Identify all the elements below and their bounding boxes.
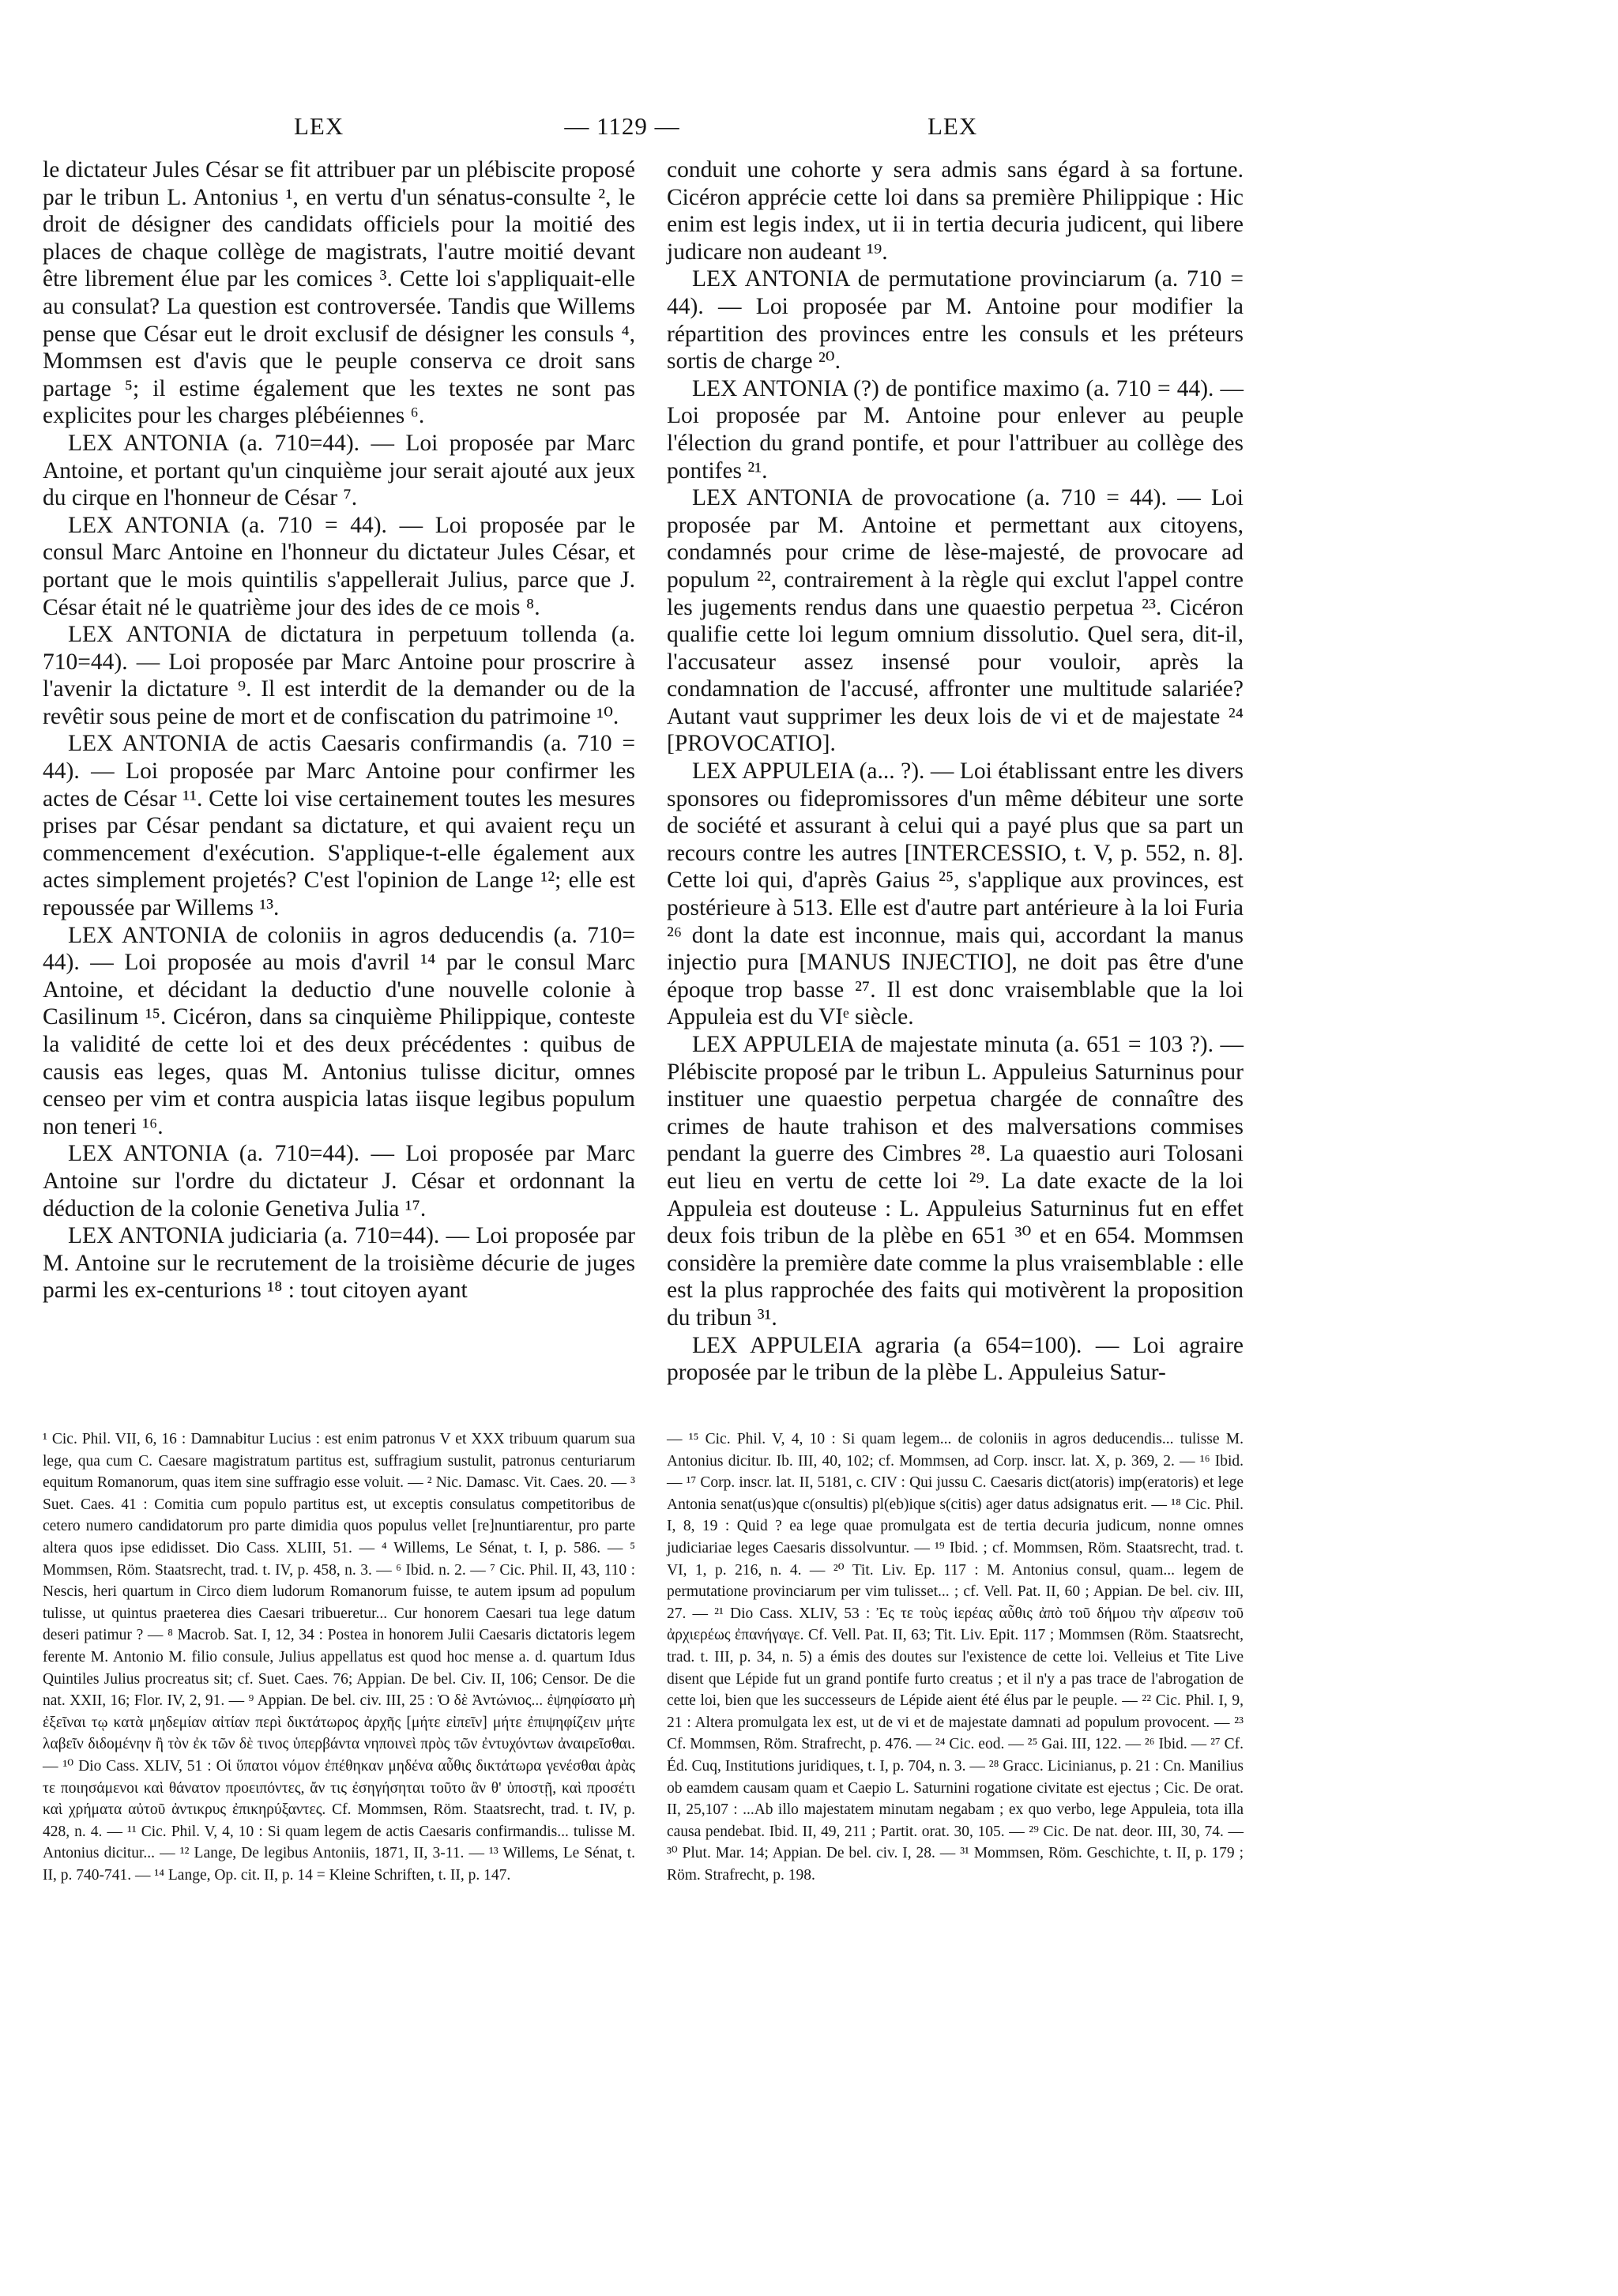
paragraph: le dictateur Jules César se fit attribuer par un plébiscite proposé par le tribun L. Antonius ¹, en vertu d'un sénatus-consulte ², le droit de désigner des candidats officiels pour la moitié des places de chaque collège de magistrats, l'autre moitié devant être librement élue par les comices ³. Cette loi s'appliquait-elle au consulat? La question est controversée. Tandis que Willems pense que César eut le droit exclusif de désigner les consuls ⁴, Mommsen est d'avis que le peuple conserva ce droit sans partage ⁵; il estime également que les textes ne sont pas explicites pour les charges plébéiennes ⁶. xyxy=(43,157,635,429)
entry-lex-antonia-provocatione: LEX ANTONIA de provocatione (a. 710 = 44). — Loi proposée par M. Antoine et permettant aux citoyens, condamnés pour crime de lèse-majesté, de provocare ad populum ²², contrairement à la règle qui exclut l'appel contre les jugements rendus dans une quaestio perpetua ²³. Cicéron qualifie cette loi legum omnium dissolutio. Quel sera, dit-il, l'accusateur assez insensé pour vouloir, après la condamnation de l'accusé, affronter une multitude salariée? Autant vaut supprimer les deux lois de vi et de majestate ²⁴ [PROVOCATIO]. xyxy=(667,485,1244,757)
entry-lex-antonia-julius: LEX ANTONIA (a. 710 = 44). — Loi proposée par le consul Marc Antoine en l'honneur du dictateur Jules César, et portant que le mois quintilis s'appellerait Julius, parce que J. César était né le quatrième jour des ides de ce mois ⁸. xyxy=(43,512,635,620)
running-head-left: LEX xyxy=(294,112,344,140)
paragraph-continued: conduit une cohorte y sera admis sans égard à sa fortune. Cicéron apprécie cette loi dans sa première Philippique : Hic enim est legis index, ut ii in tertia decuria judicent, qui libere judicare non audeant ¹⁹. xyxy=(667,157,1244,265)
entry-lex-appuleia: LEX APPULEIA (a... ?). — Loi établissant entre les divers sponsores ou fidepromissores d'un même débiteur une sorte de société et assurant à celui qui a payé plus que sa part un recours contre les autres [INTERCESSIO, t. V, p. 552, n. 8]. Cette loi qui, d'après Gaius ²⁵, s'applique aux provinces, est postérieure à 513. Elle est d'autre part antérieure à la loi Furia ²⁶ dont la date est inconnue, mais qui, accordant la manus injectio pura [MANUS INJECTIO], ne doit pas être d'une époque trop basse ²⁷. Il est donc vraisemblable que la loi Appuleia est du VIᵉ siècle. xyxy=(667,758,1244,1030)
entry-lex-antonia-pontifice: LEX ANTONIA (?) de pontifice maximo (a. 710 = 44). — Loi proposée par M. Antoine pour enlever au peuple l'élection du grand pontife, et pour l'attribuer au collège des pontifes ²¹. xyxy=(667,375,1244,484)
entry-lex-antonia-judiciaria: LEX ANTONIA judiciaria (a. 710=44). — Loi proposée par M. Antoine sur le recrutement de la troisième décurie de juges parmi les ex-centurions ¹⁸ : tout citoyen ayant xyxy=(43,1223,635,1304)
entry-lex-antonia-actis: LEX ANTONIA de actis Caesaris confirmandis (a. 710 = 44). — Loi proposée par Marc Antoine pour confirmer les actes de César ¹¹. Cette loi vise certainement toutes les mesures prises par César pendant sa dictature, et qui avaient reçu un commencement d'exécution. S'applique-t-elle également aux actes simplement projetés? C'est l'opinion de Lange ¹²; elle est repoussée par Willems ¹³. xyxy=(43,731,635,921)
entry-lex-antonia-ludi: LEX ANTONIA (a. 710=44). — Loi proposée par Marc Antoine, et portant qu'un cinquième jour serait ajouté aux jeux du cirque en l'honneur de César ⁷. xyxy=(43,430,635,511)
entry-lex-appuleia-majestate: LEX APPULEIA de majestate minuta (a. 651 = 103 ?). — Plébiscite proposé par le tribun L. Appuleius Saturninus pour instituer une quaestio perpetua chargée de connaître des crimes de haute trahison et des malversations commises pendant la guerre des Cimbres ²⁸. La quaestio auri Tolosani eut lieu en vertu de cette loi ²⁹. La date exacte de la loi Appuleia est douteuse : L. Appuleius Saturninus fut en effet deux fois tribun de la plèbe en 651 ³⁰ et en 654. Mommsen considère la première date comme la plus vraisemblable : elle est la plus rapprochée des faits qui motivèrent la proposition du tribun ³¹. xyxy=(667,1032,1244,1331)
page-number: — 1129 — xyxy=(564,112,680,140)
right-column xyxy=(667,156,1244,1387)
entry-lex-antonia-dictatura: LEX ANTONIA de dictatura in perpetuum tollenda (a. 710=44). — Loi proposée par Marc Antoine pour proscrire à l'avenir la dictature ⁹. Il est interdit de la demander ou de la revêtir sous peine de mort et de confiscation du patrimoine ¹⁰. xyxy=(43,622,635,729)
left-column xyxy=(43,156,635,1304)
footnotes-right: — ¹⁵ Cic. Phil. V, 4, 10 : Si quam legem... de coloniis in agros deducendis... tulisse M. Antonius dicitur. Ib. III, 40, 102; cf. Mommsen, ad Corp. inscr. lat. X, p. 369, 2. — ¹⁶ Ibid. — ¹⁷ Corp. inscr. lat. II, 5181, c. CIV : Qui jussu C. Caesaris dict(atoris) imp(eratoris) et lege Antonia senat(us)que c(onsultis) pl(eb)ique s(citis) ager datus adsignatus erit. — ¹⁸ Cic. Phil. I, 8, 19 : Quid ? ea lege quae promulgata est de tertia decuria judicum, nonne omnes judiciariae leges Caesaris dissolvuntur. — ¹⁹ Ibid. ; cf. Mommsen, Röm. Staatsrecht, trad. t. VI, 1, p. 216, n. 4. — ²⁰ Tit. Liv. Ep. 117 : M. Antonius consul, quam... legem de permutatione provinciarum per vim tulisset... ; cf. Vell. Pat. II, 60 ; Appian. De bel. civ. III, 27. — ²¹ Dio Cass. XLIV, 53 : Ἐς τε τοὺς ἱερέας αὖθις ἀπὸ τοῦ δήμου τὴν αἵρεσιν τοῦ ἀρχιερέως ἐπανήγαγε. Cf. Vell. Pat. II, 63; Tit. Liv. Epit. 117 ; Mommsen (Röm. Staatsrecht, trad. t. III, p. 34, n. 5) a émis des doutes sur l'existence de cette loi. Velleius et Tite Live disent que Lépide fut un grand pontife furto creatus ; et il n'y a pas trace de l'abrogation de cette loi, bien que les successeurs de Lépide aient été élus par le peuple. — ²² Cic. Phil. I, 9, 21 : Altera promulgata lex est, ut de vi et de majestate damnati ad populum provocent. — ²³ Cf. Mommsen, Röm. Strafrecht, p. 476. — ²⁴ Cic. eod. — ²⁵ Gai. III, 122. — ²⁶ Ibid. — ²⁷ Cf. Éd. Cuq, Institutions juridiques, t. I, p. 704, n. 3. — ²⁸ Gracc. Licinianus, p. 21 : Cn. Manilius ob eamdem causam quam et Caepio L. Saturnini rogatione civitate est ejectus ; Cic. De orat. II, 25,107 : ...Ab illo majestatem minutam negabam ; ex quo verbo, lege Appuleia, tota illa causa pendebat. Ibid. II, 49, 211 ; Partit. orat. 30, 105. — ²⁹ Cic. De nat. deor. III, 30, 74. — ³⁰ Plut. Mar. 14; Appian. De bel. civ. I, 28. — ³¹ Mommsen, Röm. Geschichte, t. II, p. 179 ; Röm. Strafrecht, p. 198. xyxy=(667,1431,1244,1884)
entry-lex-antonia-coloniis: LEX ANTONIA de coloniis in agros deducendis (a. 710= 44). — Loi proposée au mois d'avril ¹⁴ par le consul Marc Antoine, et décidant la deductio d'une nouvelle colonie à Casilinum ¹⁵. Cicéron, dans sa cinquième Philippique, conteste la validité de cette loi et des deux précédentes : quibus de causis eas leges, quas M. Antonius tulisse dicitur, omnes censeo per vim et contra auspicia latas iisque legibus populum non teneri ¹⁶. xyxy=(43,922,635,1139)
running-head xyxy=(0,112,1618,152)
entry-lex-antonia-permutatione: LEX ANTONIA de permutatione provinciarum (a. 710 = 44). — Loi proposée par M. Antoine pour modifier la répartition des provinces entre les consuls et les préteurs sortis de charge ²⁰. xyxy=(667,266,1244,375)
running-head-right: LEX xyxy=(928,112,978,140)
entry-lex-antonia-genetiva: LEX ANTONIA (a. 710=44). — Loi proposée par Marc Antoine sur l'ordre du dictateur J. César et ordonnant la déduction de la colonie Genetiva Julia ¹⁷. xyxy=(43,1141,635,1221)
footnotes-left: ¹ Cic. Phil. VII, 6, 16 : Damnabitur Lucius : est enim patronus V et XXX tribuum quarum sua lege, qua cum C. Caesare magistratum partitus est, suffragium sustulit, patronus centuriarum equitum Romanorum, quas item sine suffragio esse voluit. — ² Nic. Damasc. Vit. Caes. 20. — ³ Suet. Caes. 41 : Comitia cum populo partitus est, ut exceptis consulatus competitoribus de cetero numero candidatorum pro parte dimidia quos populus vellet [re]nuntiarentur, pro parte altera quos ipse edidisset. Dio Cass. XLIII, 51. — ⁴ Willems, Le Sénat, t. I, p. 586. — ⁵ Mommsen, Röm. Staatsrecht, trad. t. IV, p. 458, n. 3. — ⁶ Ibid. n. 2. — ⁷ Cic. Phil. II, 43, 110 : Nescis, heri quartum in Circo diem ludorum Romanorum fuisse, te autem ipsum ad populum tulisse, ut quintus praeterea dies Caesari tribueretur... Cur honorem Caesari tua lege datum deseri patimur ? — ⁸ Macrob. Sat. I, 12, 34 : Postea in honorem Julii Caesaris dictatoris legem ferente M. Antonio M. filio consule, Julius appellatus est quod hoc mense a. d. quartum Idus Quintiles Julius procreatus sit; cf. Suet. Caes. 76; Appian. De bel. Civ. II, 106; Censor. De die nat. XXII, 16; Flor. IV, 2, 91. — ⁹ Appian. De bel. civ. III, 25 : Ὁ δὲ Ἀντώνιος... ἐψηφίσατο μὴ ἐξεῖναι τῳ κατὰ μηδεμίαν αἰτίαν περὶ δικτάτωρος ἀρχῆς [μήτε εἰπεῖν] μήτε ἐπιψηφίζειν μήτε λαβεῖν διδομένην ἢ τὸν ἐκ τῶν δὲ τινος ὑπερβάντα νηποινεὶ πρὸς τῶν ἐντυχόντων ἀναιρεῖσθαι. — ¹⁰ Dio Cass. XLIV, 51 : Οἱ ὕπατοι νόμον ἐπέθηκαν μηδένα αὖθις δικτάτωρα γενέσθαι ἀρὰς τε ποιησάμενοι καὶ θάνατον προειπόντες, ἄν τις ἐσηγήσηται τοῦτο ἂν θ' ὑποστῇ, καὶ προσέτι καὶ χρήματα αὐτοῦ ἀντικρυς ἐπικηρύξαντες. Cf. Mommsen, Röm. Staatsrecht, trad. t. IV, p. 428, n. 4. — ¹¹ Cic. Phil. V, 4, 10 : Si quam legem de actis Caesaris confirmandis... tulisse M. Antonius dicitur... — ¹² Lange, De legibus Antoniis, 1871, II, 3-11. — ¹³ Willems, Le Sénat, t. II, p. 740-741. — ¹⁴ Lange, Op. cit. II, p. 14 = Kleine Schriften, t. II, p. 147. xyxy=(43,1431,635,1884)
entry-lex-appuleia-agraria: LEX APPULEIA agraria (a 654=100). — Loi agraire proposée par le tribun de la plèbe L. Appuleius Satur- xyxy=(667,1332,1244,1386)
